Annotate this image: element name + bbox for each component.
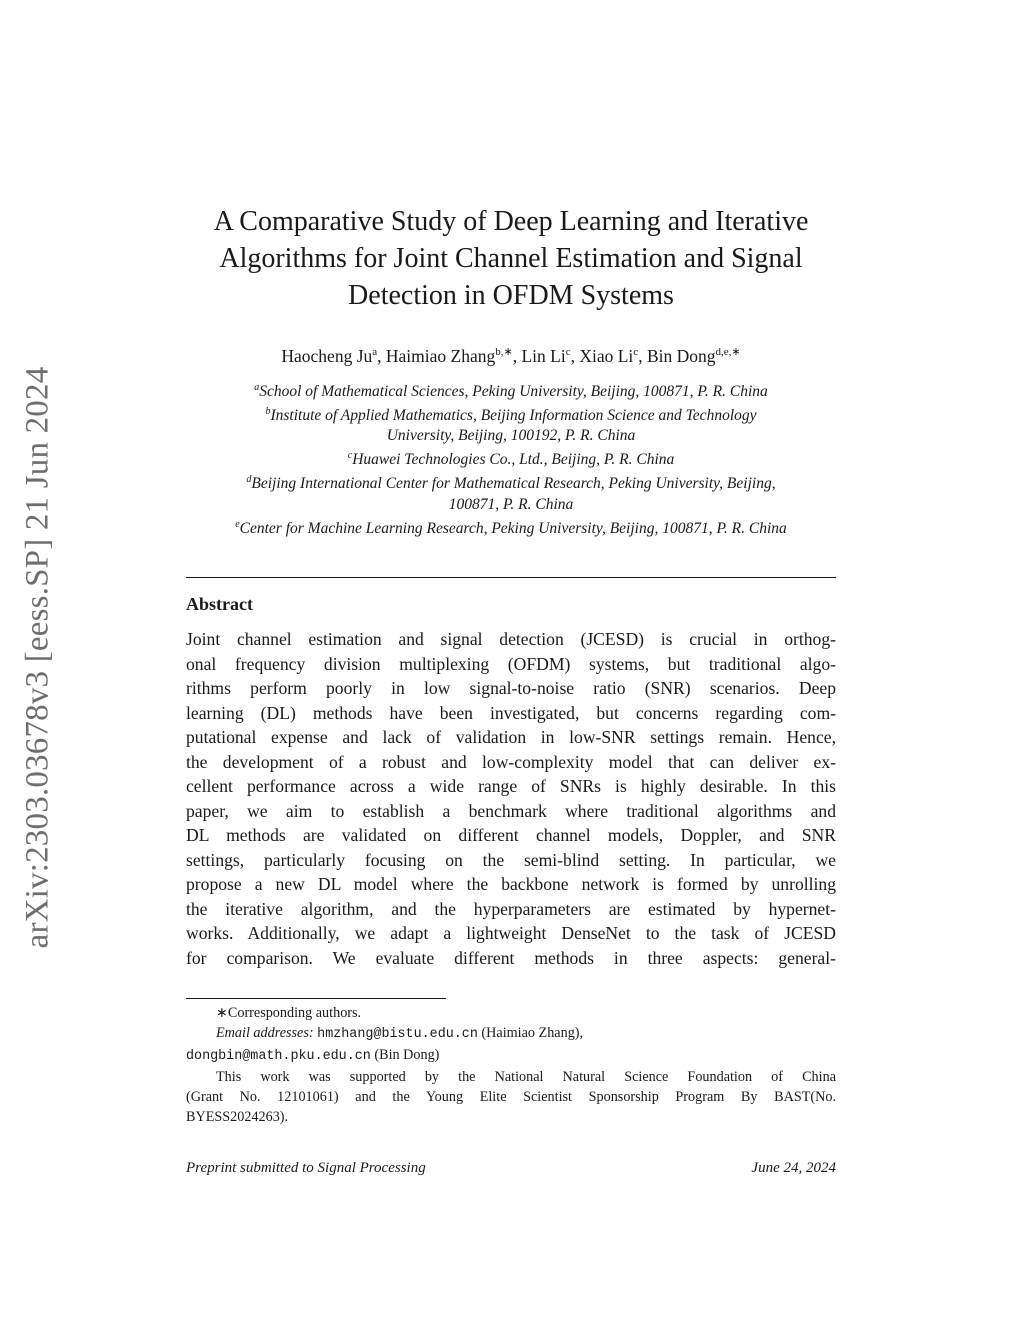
abstract-line: Joint channel estimation and signal detection (JCESD) is crucial in orthog-	[186, 629, 836, 649]
affiliation-mark: a	[254, 382, 260, 393]
affiliation-text: Beijing International Center for Mathematical Research, Peking University, Beijing,	[251, 475, 776, 493]
author-name: Lin Li	[521, 345, 566, 366]
abstract-line: the development of a robust and low-complexity model that can deliver ex-	[186, 751, 836, 772]
email-owner: (Bin Dong)	[374, 1047, 440, 1063]
abstract-body	[186, 627, 836, 970]
affiliation-mark: d	[246, 474, 252, 486]
abstract-line: learning (DL) methods have been investigated, but concerns regarding com-	[186, 702, 836, 723]
affiliation-line	[176, 378, 846, 402]
affiliation-line	[176, 515, 846, 539]
affiliation-text: Institute of Applied Mathematics, Beijing Information Science and Technology	[270, 407, 757, 425]
affiliation-text: Center for Machine Learning Research, Peking University, Beijing, 100871, P. R. China	[239, 519, 787, 537]
author-name: Bin Dong	[646, 345, 716, 366]
title-line: A Comparative Study of Deep Learning and Iterative	[213, 206, 809, 237]
abstract-line: works. Additionally, we adapt a lightweight DenseNet to the task of JCESD	[186, 923, 836, 943]
email-label: Email addresses:	[216, 1025, 314, 1041]
abstract-heading: Abstract	[186, 594, 253, 614]
abstract-line: paper, we aim to establish a benchmark where traditional algorithms and	[186, 800, 836, 821]
email-link[interactable]: dongbin@math.pku.edu.cn	[186, 1049, 371, 1064]
affiliation-line	[176, 426, 846, 446]
preprint-note: Preprint submitted to Signal Processing	[186, 1160, 426, 1176]
title-line: Algorithms for Joint Channel Estimation and Signal	[219, 243, 803, 274]
abstract-line: for comparison. We evaluate different methods in three aspects: general-	[186, 947, 836, 968]
footnotes	[186, 1003, 836, 1127]
abstract-line: cellent performance across a wide range of SNRs is highly desirable. In this	[186, 776, 836, 796]
author-affiliation-mark: c	[633, 346, 639, 358]
abstract-line: rithms perform poorly in low signal-to-noise ratio (SNR) scenarios. Deep	[186, 678, 836, 698]
abstract-line: onal frequency division multiplexing (OFDM) systems, but traditional algo-	[186, 653, 836, 674]
author-affiliation-mark: a	[372, 346, 378, 358]
author-affiliation-mark: d,e,∗	[715, 346, 741, 358]
author-affiliation-mark: b,∗	[495, 346, 513, 358]
author-list: Haocheng Ju$^a$, Haimiao Zhang$^{b,∗}$, Lin Li$^c$, Xiao Li$^c$, Bin Dong$^{d,e,∗}$	[281, 345, 741, 366]
title-line: Detection in OFDM Systems	[348, 280, 674, 311]
abstract-divider	[186, 577, 836, 578]
author-name: Xiao Li	[579, 345, 634, 366]
arxiv-sidebar-stamp	[8, 352, 68, 962]
affiliation-mark: c	[347, 450, 353, 462]
footnote-divider	[186, 998, 446, 999]
preprint-date: June 24, 2024	[751, 1160, 836, 1176]
abstract-line: settings, particularly focusing on the semi-blind setting. In particular, we	[186, 849, 836, 870]
email-line	[186, 1045, 836, 1067]
corresponding-note: ∗Corresponding authors.	[216, 1005, 362, 1021]
author-name: Haimiao Zhang	[385, 345, 496, 366]
affiliation-list	[176, 378, 846, 539]
affiliation-line	[176, 446, 846, 470]
funding-line: This work was supported by the National Natural Science Foundation of China	[216, 1069, 836, 1085]
funding-line: BYESS2024263).	[186, 1109, 289, 1125]
affiliation-line	[176, 495, 846, 515]
affiliation-mark: b	[265, 406, 271, 418]
author-affiliation-mark: c	[565, 346, 571, 358]
email-owner: (Haimiao Zhang),	[481, 1025, 584, 1041]
affiliation-text: School of Mathematical Sciences, Peking University, Beijing, 100871, P. R. China	[259, 383, 768, 401]
abstract-line: the iterative algorithm, and the hyperparameters are estimated by hypernet-	[186, 898, 836, 919]
funding-line: (Grant No. 12101061) and the Young Elite Scientist Sponsorship Program By BAST(No.	[186, 1089, 836, 1105]
affiliation-text: 100871, P. R. China	[448, 495, 574, 513]
email-link[interactable]: hmzhang@bistu.edu.cn	[317, 1027, 478, 1042]
affiliation-line	[176, 470, 846, 494]
paper-title	[186, 203, 836, 314]
affiliation-line	[176, 402, 846, 426]
author-name: Haocheng Ju	[281, 345, 373, 366]
affiliation-text: Huawei Technologies Co., Ltd., Beijing, P. R. China	[352, 451, 675, 469]
abstract-line: putational expense and lack of validation in low-SNR settings remain. Hence,	[186, 727, 836, 747]
email-line	[186, 1023, 836, 1045]
abstract-line: propose a new DL model where the backbone network is formed by unrolling	[186, 874, 836, 894]
abstract-line: DL methods are validated on different channel models, Doppler, and SNR	[186, 825, 836, 845]
affiliation-mark: e	[235, 518, 240, 530]
affiliation-text: University, Beijing, 100192, P. R. China	[386, 427, 636, 445]
arxiv-identifier: arXiv:2303.03678v3 [eess.SP] 21 Jun 2024	[19, 366, 56, 948]
